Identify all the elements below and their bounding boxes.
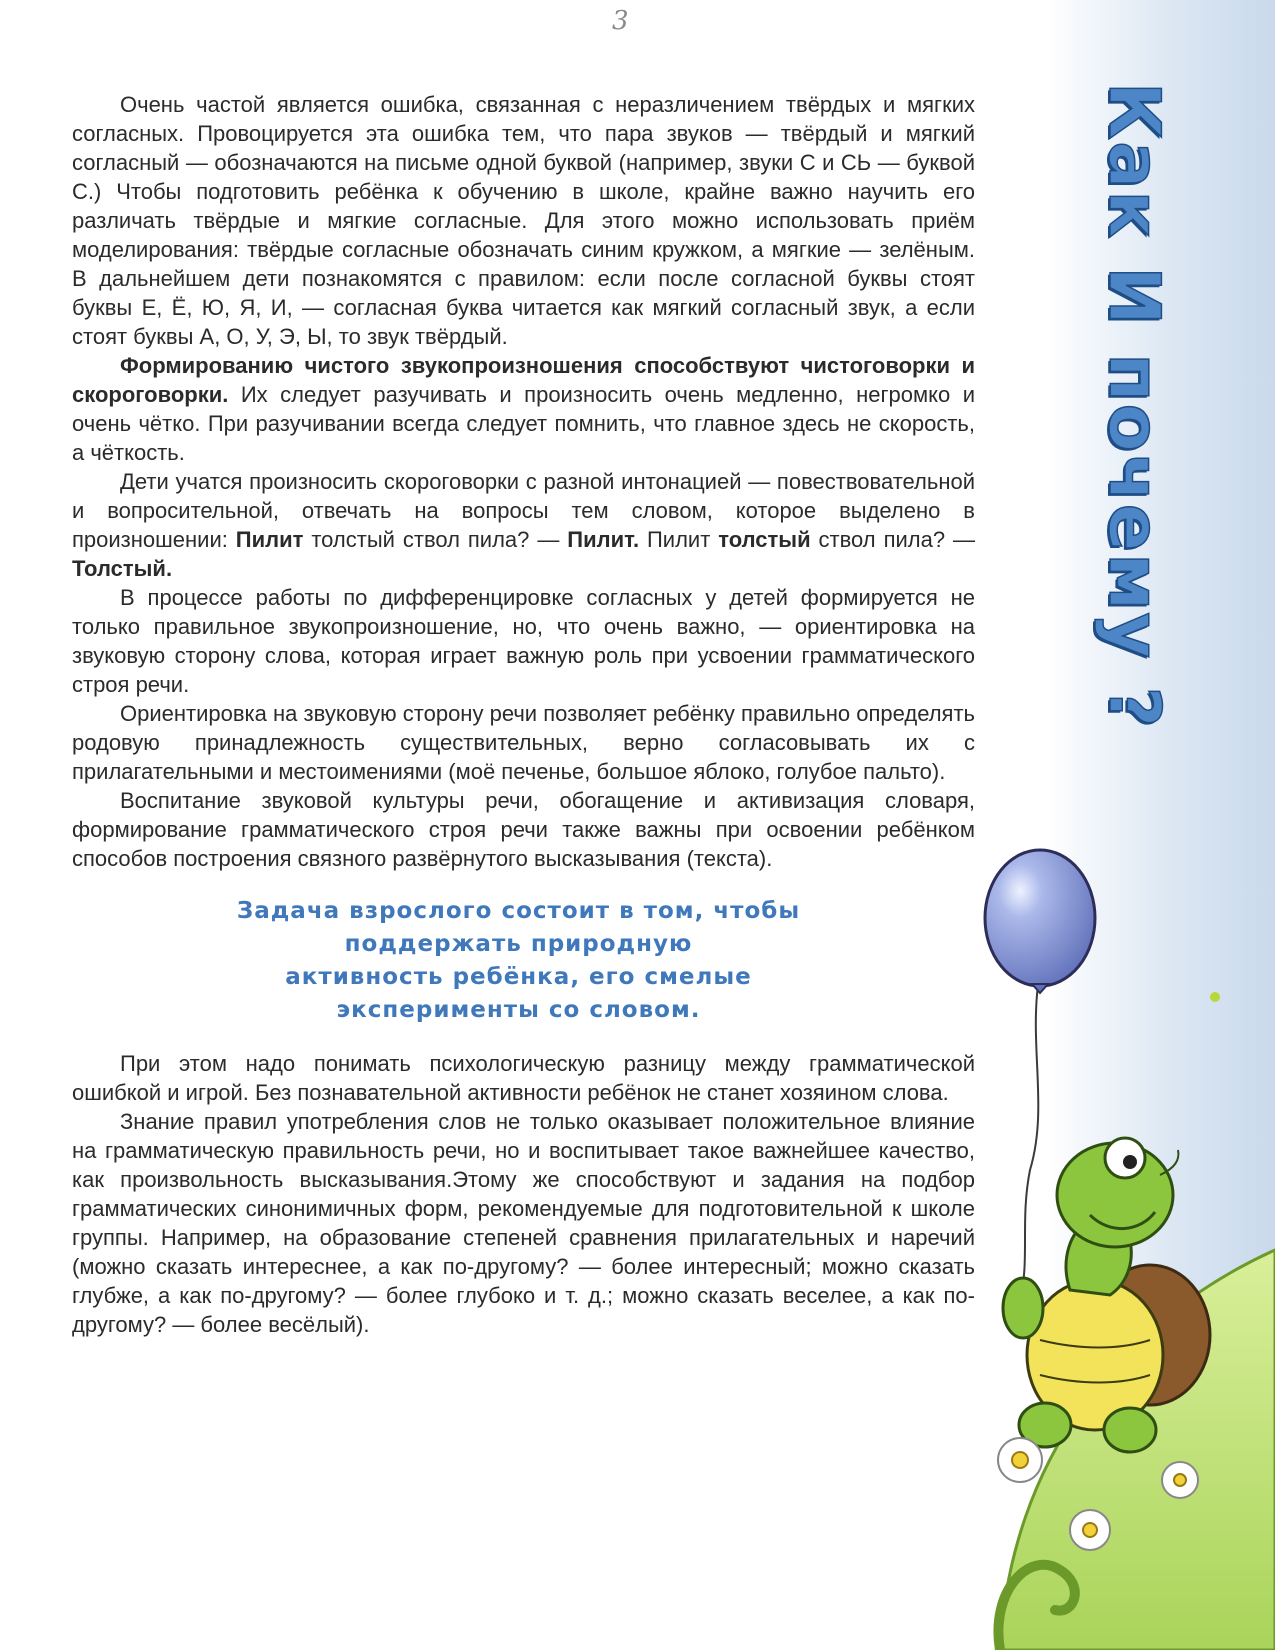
- paragraph: [72, 786, 975, 873]
- text-run: Пилит: [639, 527, 719, 552]
- paragraphs-bottom: [72, 1049, 975, 1339]
- text-run: В процессе работы по дифференцировке согласных у детей формируется не только правильное звукопроизношение, но, что очень важно, — ориентировка на звуковую сторону слова, которая играет важную роль при усвоении грамматического строя речи.: [72, 585, 975, 697]
- quote-line: эксперименты со словом.: [336, 997, 701, 1023]
- side-title: Как И почему ?: [1093, 82, 1175, 730]
- text-run: Очень частой является ошибка, связанная с неразличением твёрдых и мягких согласных. Провоцируется эта ошибка тем, что пара звуков — твёрдый и мягкий согласный — обозначаются на письме одной буквой (например, звуки С и СЬ — буквой С.) Чтобы подготовить ребёнка к обучению в школе, крайне важно научить его различать твёрдые и мягкие согласные. Для этого можно использовать приём моделирования: твёрдые согласные обозначать синим кружком, а мягкие — зелёным. В дальнейшем дети познакомятся с правилом: если после согласной буквы стоят буквы Е, Ё, Ю, Я, И, — согласная буква читается как мягкий согласный звук, а если стоят буквы А, О, У, Э, Ы, то звук твёрдый.: [72, 92, 975, 349]
- balloon-illustration: [985, 850, 1095, 993]
- paragraph: [72, 699, 975, 786]
- bold-text: Пилит: [235, 527, 304, 552]
- bold-text: Формированию чистого звукопроизношения способствуют чистоговорки и скороговорки.: [72, 353, 975, 407]
- paragraph: [72, 1049, 975, 1107]
- quote-line: поддержать природную: [344, 931, 693, 957]
- highlighted-quote: [72, 895, 975, 1027]
- bold-text: Толстый.: [72, 556, 173, 581]
- text-run: При этом надо понимать психологическую разницу между грамматической ошибкой и игрой. Без познавательной активности ребёнок не станет хозяином слова.: [72, 1051, 975, 1105]
- text-column: [72, 90, 975, 1339]
- text-run: Ориентировка на звуковую сторону речи позволяет ребёнку правильно определять родовую принадлежность существительных, верно согласовывать их с прилагательными и местоимениями (моё печенье, большое яблоко, голубое пальто).: [72, 701, 975, 784]
- text-run: толстый ствол пила? —: [303, 527, 568, 552]
- paragraph: [72, 90, 975, 351]
- paragraph: [72, 1107, 975, 1339]
- text-run: Знание правил употребления слов не только оказывает положительное влияние на грамматическую правильность речи, но и воспитывает такое важнейшее качество, как произвольность высказывания.Этому же способствуют и задания на подбор грамматических синонимичных форм, рекомендуемые для подготовительной к школе группы. Например, на образование степеней сравнения прилагательных и наречий (можно сказать интереснее, а как по-другому? — более интересный; можно сказать глубже, а как по-другому? — более глубоко и т. д.; можно сказать веселее, а как по-другому? — более весёлый).: [72, 1109, 975, 1337]
- paragraphs-top: [72, 90, 975, 873]
- green-dot: [1210, 992, 1220, 1002]
- paragraph: [72, 351, 975, 467]
- quote-line: активность ребёнка, его смелые: [285, 964, 752, 990]
- paragraph: [72, 583, 975, 699]
- paragraph: [72, 467, 975, 583]
- text-run: Их следует разучивать и произносить очень медленно, негромко и очень чётко. При разучивании всегда следует помнить, что главное здесь не скорость, а чёткость.: [72, 382, 975, 465]
- text-run: Воспитание звуковой культуры речи, обогащение и активизация словаря, формирование грамматического строя речи также важны при освоении ребёнком способов построения связного развёрнутого высказывания (текста).: [72, 788, 975, 871]
- bold-text: Пилит.: [567, 527, 640, 552]
- text-run: Дети учатся произносить скороговорки с разной интонацией — повествовательной и вопросительной, отвечать на вопросы тем словом, которое выделено в произношении:: [72, 469, 975, 552]
- bold-text: толстый: [718, 527, 811, 552]
- page-number: 3: [612, 6, 629, 36]
- quote-line: Задача взрослого состоит в том, чтобы: [236, 898, 801, 924]
- text-run: ствол пила? —: [810, 527, 975, 552]
- balloon-string: [1020, 985, 1038, 1300]
